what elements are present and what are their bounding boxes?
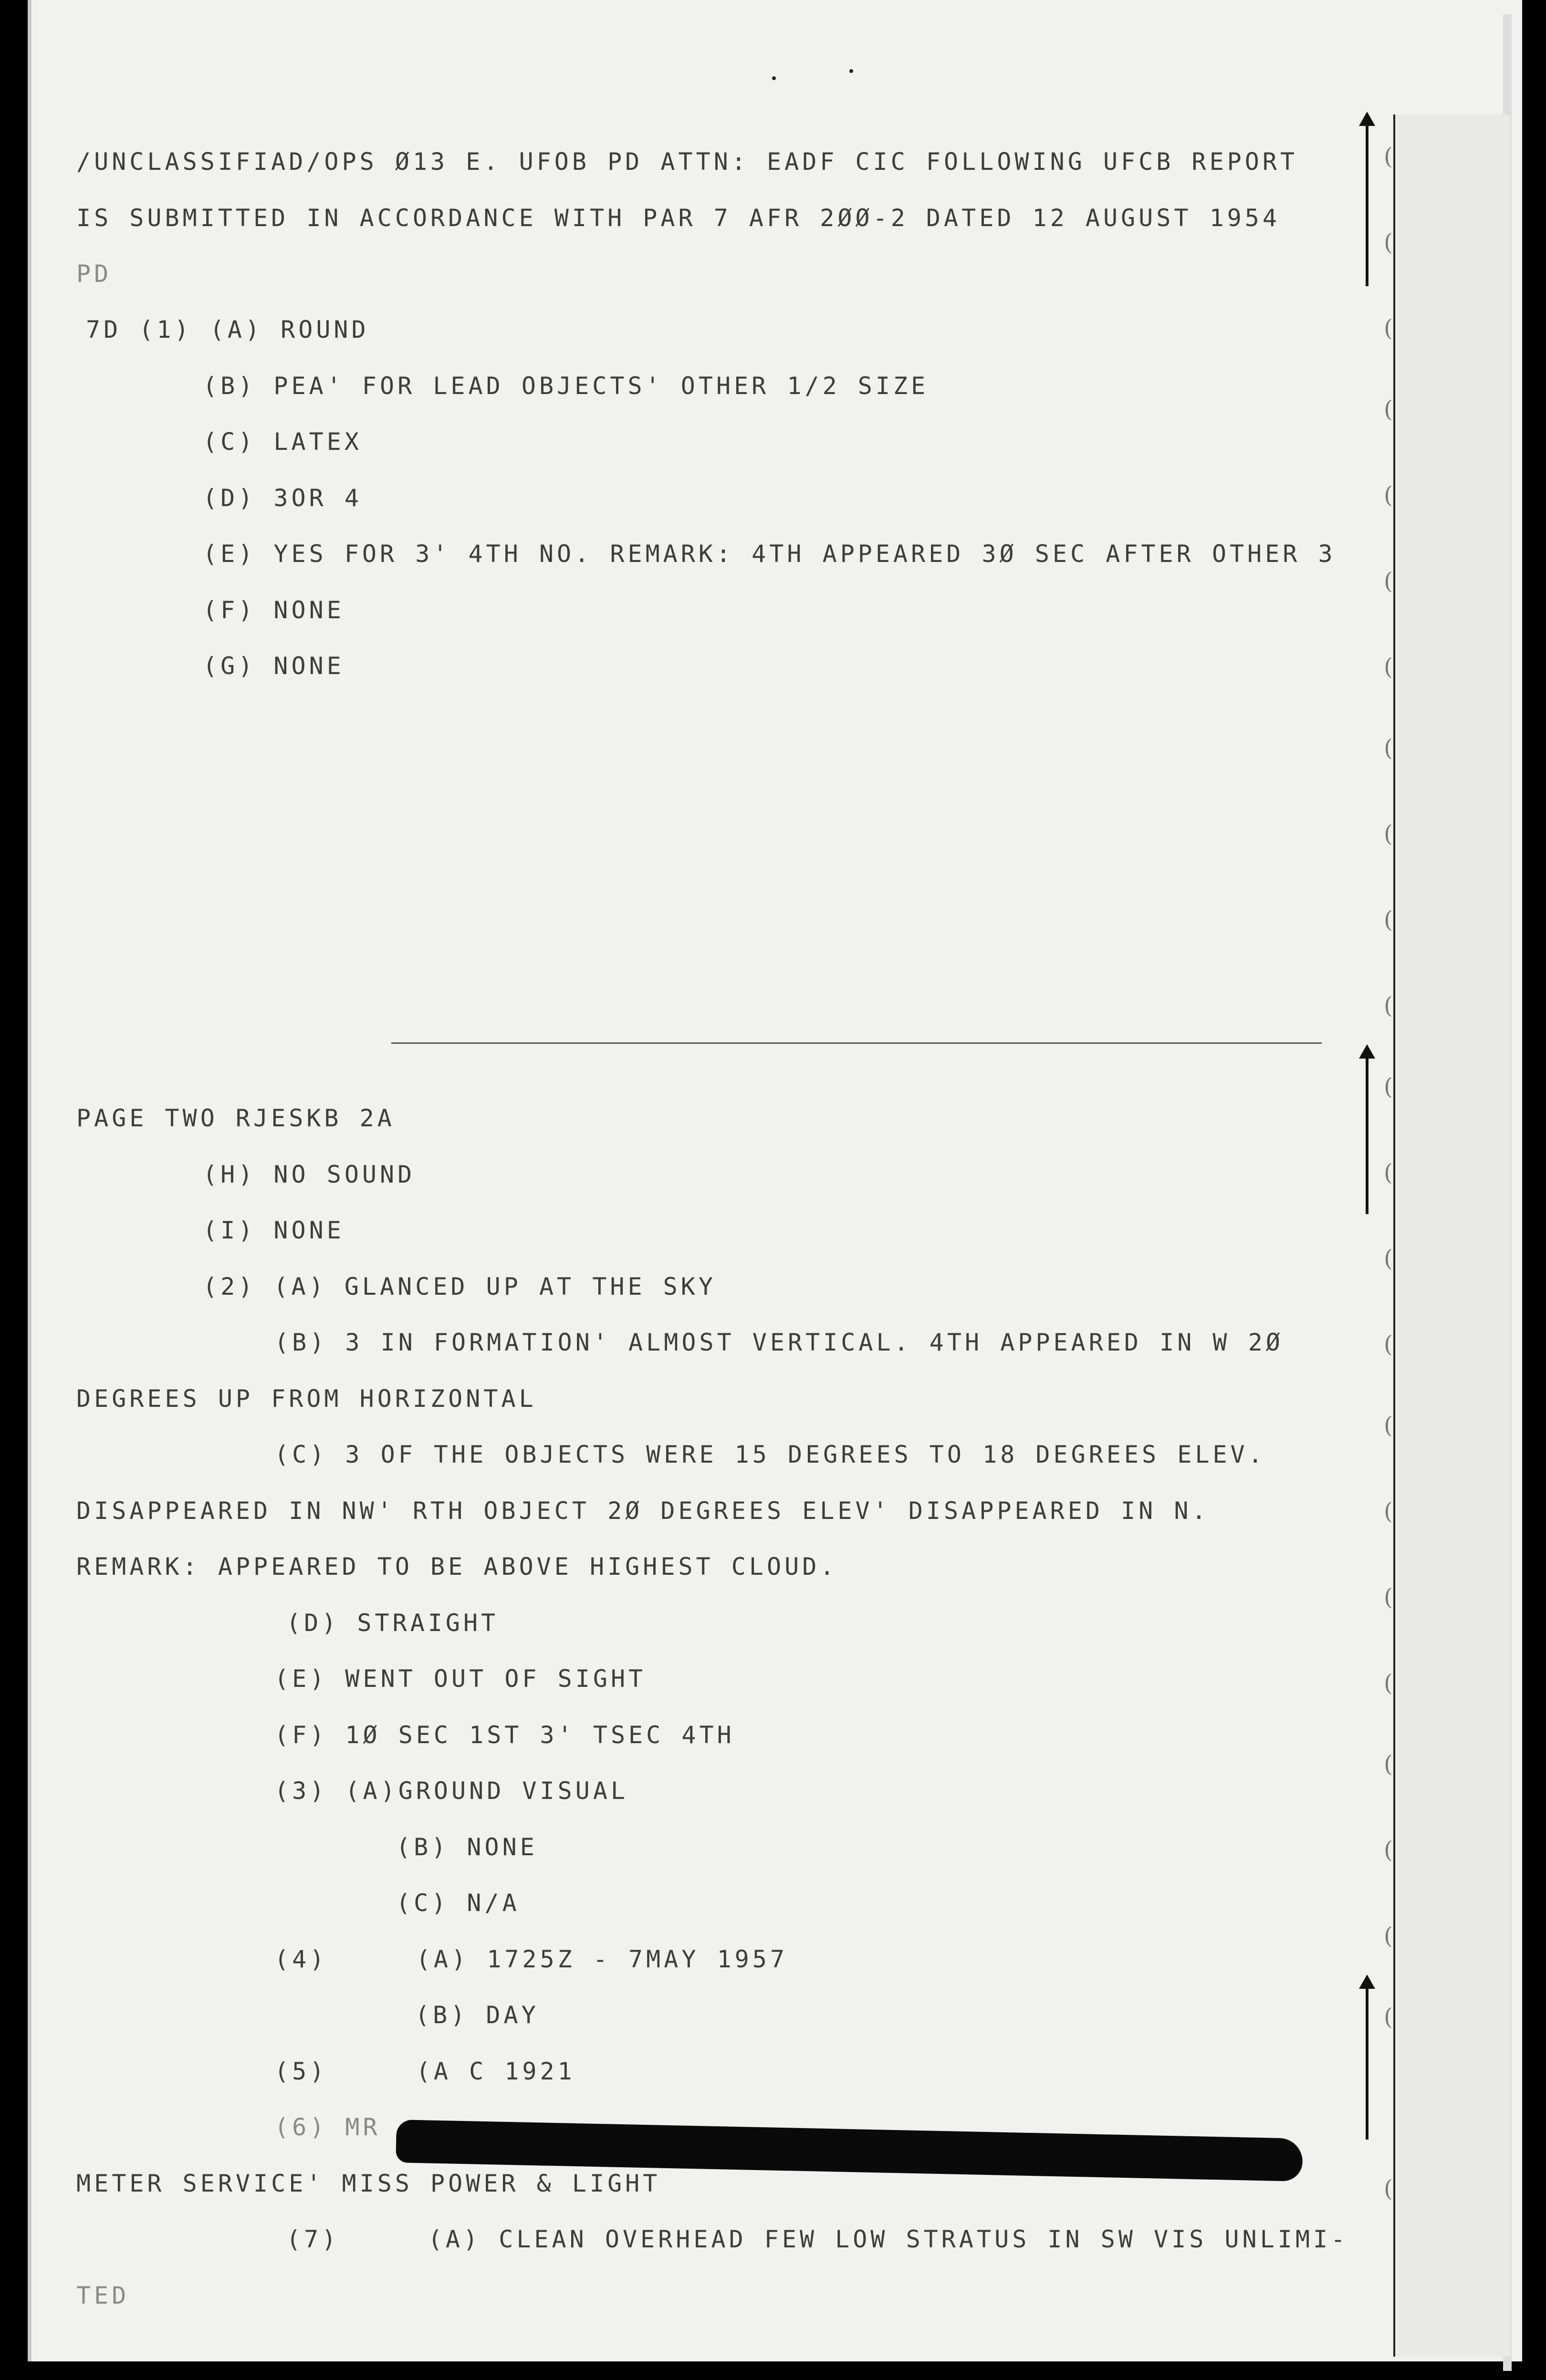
speck	[849, 69, 853, 73]
margin-arrow-icon	[1366, 1987, 1368, 2140]
feed-hole-icon: (	[1384, 821, 1393, 847]
text-line: DEGREES UP FROM HORIZONTAL	[76, 1385, 537, 1413]
text-line: METER SERVICE' MISS POWER & LIGHT	[76, 2170, 661, 2197]
text-line: (B) NONE	[396, 1833, 538, 1861]
feed-hole-icon: (	[1384, 735, 1393, 761]
feed-hole-icon: (	[1384, 1751, 1393, 1777]
feed-hole-icon: (	[1384, 654, 1393, 680]
margin-arrow-icon	[1366, 1057, 1368, 1214]
text-line: (C) LATEX	[203, 428, 362, 456]
feed-hole-icon: (	[1384, 1498, 1393, 1525]
feed-hole-icon: (	[1384, 229, 1393, 256]
feed-hole-icon: (	[1384, 2175, 1393, 2202]
page-header: PAGE TWO RJESKB 2A	[76, 1104, 395, 1132]
text-line: TED	[76, 2282, 130, 2309]
text-line: (H) NO SOUND	[203, 1161, 416, 1188]
feed-hole-icon: (	[1384, 1073, 1393, 1100]
text-line: (F) 1Ø SEC 1ST 3' TSEC 4TH	[274, 1721, 735, 1749]
feed-hole-icon: (	[1384, 315, 1393, 342]
text-line: (4) (A) 1725Z - 7MAY 1957	[274, 1945, 788, 1973]
feed-hole-icon: (	[1384, 1245, 1393, 1272]
text-line: (C) N/A	[396, 1889, 520, 1917]
text-line: (2) (A) GLANCED UP AT THE SKY	[203, 1273, 716, 1300]
text-line: (B) DAY	[415, 2001, 539, 2029]
text-line: (B) 3 IN FORMATION' ALMOST VERTICAL. 4TH APPEARED IN W 2Ø	[274, 1329, 1284, 1356]
text-line: (D) STRAIGHT	[286, 1609, 499, 1637]
speck	[772, 76, 776, 80]
feed-hole-icon: (	[1384, 1331, 1393, 1358]
page-break-divider	[391, 1042, 1322, 1044]
text-line: (G) NONE	[203, 652, 345, 680]
text-line: DISAPPEARED IN NW' RTH OBJECT 2Ø DEGREES ELEV' DISAPPEARED IN N.	[76, 1497, 1210, 1525]
feed-hole-icon: (	[1384, 482, 1393, 509]
text-line: (7) (A) CLEAN OVERHEAD FEW LOW STRATUS IN SW VIS UNLIMI-	[286, 2225, 1349, 2253]
text-line: (5) (A C 1921	[274, 2058, 575, 2085]
feed-hole-icon: (	[1384, 1837, 1393, 1863]
feed-hole-icon: (	[1384, 568, 1393, 594]
text-line: (B) PEA' FOR LEAD OBJECTS' OTHER 1/2 SIZE	[203, 372, 929, 400]
underlying-sheet	[1393, 114, 1510, 2357]
text-line: (I) NONE	[203, 1216, 345, 1244]
feed-hole-icon: (	[1384, 1670, 1393, 1696]
text-line: (C) 3 OF THE OBJECTS WERE 15 DEGREES TO 18 DEGREES ELEV.	[274, 1441, 1266, 1468]
feed-hole-icon: (	[1384, 143, 1393, 170]
feed-hole-icon: (	[1384, 1584, 1393, 1611]
text-line: IS SUBMITTED IN ACCORDANCE WITH PAR 7 AFR 2ØØ-2 DATED 12 AUGUST 1954	[76, 204, 1280, 232]
text-line: (F) NONE	[203, 596, 345, 624]
feed-hole-icon: (	[1384, 1412, 1393, 1439]
text-line: /UNCLASSIFIAD/OPS Ø13 E. UFOB PD ATTN: EADF CIC FOLLOWING UFCB REPORT	[76, 148, 1298, 176]
text-line: (3) (A)GROUND VISUAL	[274, 1777, 629, 1805]
feed-hole-icon: (	[1384, 906, 1393, 933]
feed-hole-icon: (	[1384, 396, 1393, 423]
text-line: (E) YES FOR 3' 4TH NO. REMARK: 4TH APPEARED 3Ø SEC AFTER OTHER 3	[203, 540, 1336, 568]
text-line: PD	[76, 260, 112, 288]
text-line: (E) WENT OUT OF SIGHT	[274, 1665, 647, 1693]
feed-hole-icon: (	[1384, 992, 1393, 1019]
text-line: (D) 3OR 4	[203, 484, 362, 512]
text-line: 7D (1) (A) ROUND	[86, 316, 369, 343]
feed-hole-icon: (	[1384, 1159, 1393, 1186]
margin-arrow-icon	[1366, 124, 1368, 286]
feed-hole-icon: (	[1384, 2004, 1393, 2030]
text-line: (6) MR	[274, 2113, 381, 2141]
feed-hole-icon: (	[1384, 1923, 1393, 1949]
text-line: REMARK: APPEARED TO BE ABOVE HIGHEST CLOUD.	[76, 1553, 838, 1580]
